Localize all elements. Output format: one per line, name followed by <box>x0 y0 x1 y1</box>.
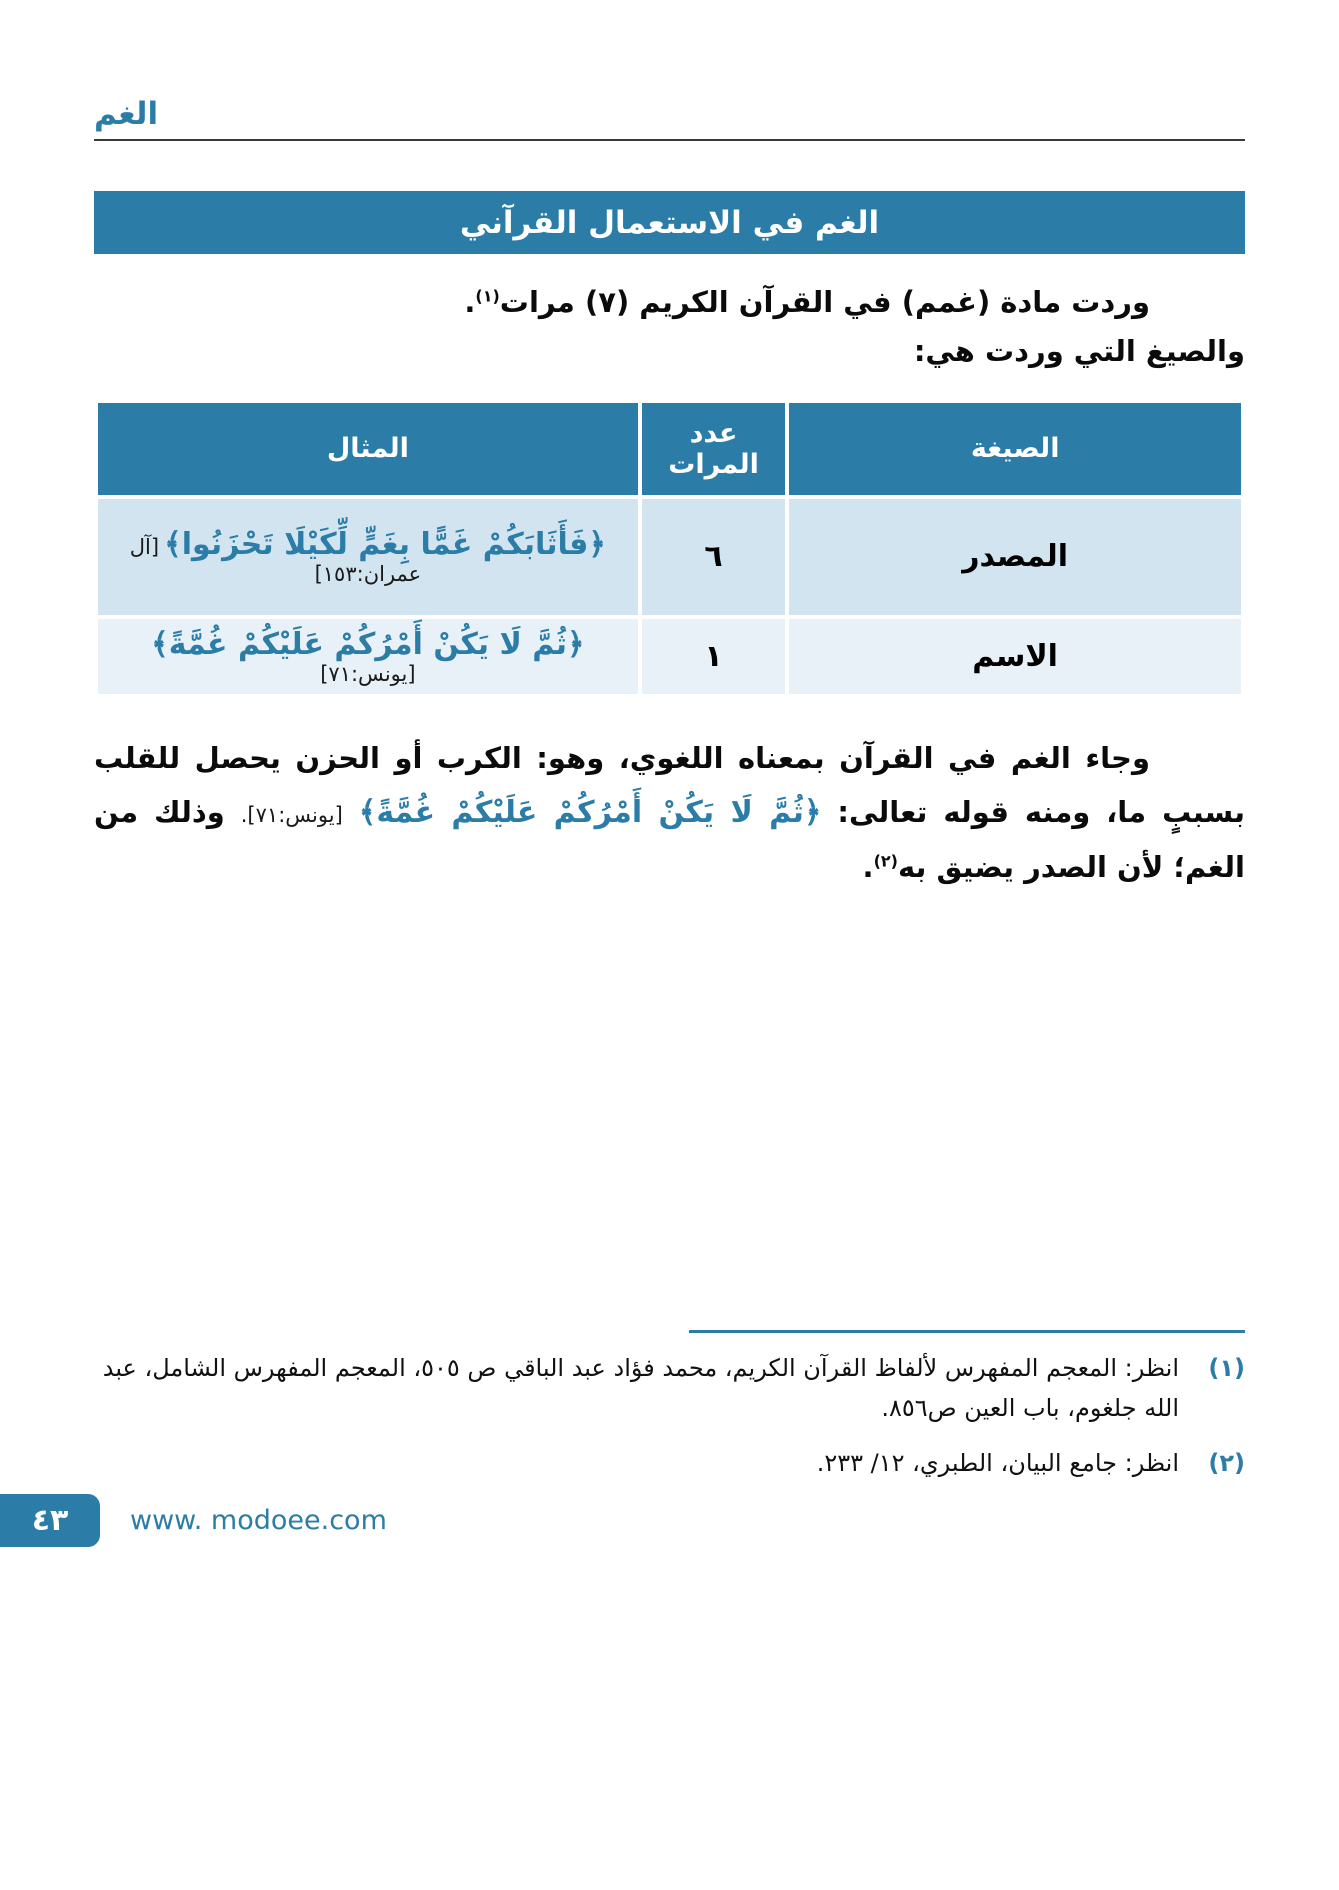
body-paragraph <box>94 732 1245 895</box>
header-rule <box>94 139 1245 141</box>
footnote-text: انظر: جامع البيان، الطبري، ١٢/ ٢٣٣. <box>816 1449 1179 1478</box>
page-content <box>0 0 1339 895</box>
footnote-number: (١) <box>1208 1354 1245 1382</box>
form-cell: المصدر <box>787 497 1243 617</box>
count-cell: ٦ <box>640 497 787 617</box>
running-head: الغم <box>94 96 159 132</box>
website-url: www. modoee.com <box>130 1505 387 1536</box>
footnotes-section <box>94 1330 1245 1484</box>
column-header-count: عدد المرات <box>640 401 787 497</box>
footnote-number: (٢) <box>1208 1449 1245 1478</box>
intro-sentence <box>94 278 1245 327</box>
footnote-divider <box>689 1330 1245 1333</box>
table-body <box>96 497 1243 696</box>
section-banner <box>94 191 1245 254</box>
example-cell <box>96 497 640 617</box>
form-cell: الاسم <box>787 617 1243 696</box>
page-number-badge <box>0 1494 100 1547</box>
quran-forms-table <box>94 399 1245 698</box>
column-header-example: المثال <box>96 401 640 497</box>
table-head <box>96 401 1243 497</box>
footnote-ref-1: (١) <box>475 286 500 306</box>
verse-reference-inline: [يونس:٧١]. <box>240 803 343 828</box>
paragraph-text: وجاء الغم في القرآن بمعناه اللغوي، وهو: الكرب أو الحزن يحصل للقلب بسببٍ ما، ومنه قوله تعالى: <box>94 740 1245 830</box>
verse-reference: [آل عمران:١٥٣] <box>129 535 422 587</box>
intro-lead-in: والصيغ التي وردت هي: <box>913 334 1245 369</box>
verse-reference: [يونس:٧١] <box>320 661 416 686</box>
quran-verse: ﴿فَأَثَابَكُمْ غَمًّا بِغَمٍّ لِّكَيْلَا تَحْزَنُوا﴾ <box>164 527 607 563</box>
intro-text: وردت مادة (غمم) في القرآن الكريم (٧) مرات <box>499 285 1150 320</box>
section-title: الغم في الاستعمال القرآني <box>459 204 880 241</box>
quran-verse-inline: ﴿ثُمَّ لَا يَكُنْ أَمْرُكُمْ عَلَيْكُمْ غُمَّةً﴾ <box>358 795 822 831</box>
column-header-form: الصيغة <box>787 401 1243 497</box>
footnote-ref-2: (٢) <box>873 851 898 871</box>
count-cell: ١ <box>640 617 787 696</box>
footnote-item-1 <box>94 1349 1245 1428</box>
intro-period: . <box>464 285 476 320</box>
paragraph-period: . <box>862 849 874 884</box>
footnote-text: انظر: المعجم المفهرس لألفاظ القرآن الكريم، محمد فؤاد عبد الباقي ص ٥٠٥، المعجم المفهرس الشامل، عبد الله جلغوم، باب العين ص٨٥٦. <box>102 1354 1179 1422</box>
page-number: ٤٣ <box>31 1503 69 1538</box>
table-row <box>96 617 1243 696</box>
example-cell <box>96 617 640 696</box>
paragraph-text-continued: وذلك من الغم؛ لأن الصدر يضيق به <box>94 795 1245 884</box>
table-header-row <box>96 401 1243 497</box>
table-row <box>96 497 1243 617</box>
footnote-item-2 <box>94 1444 1245 1484</box>
quran-verse: ﴿ثُمَّ لَا يَكُنْ أَمْرُكُمْ عَلَيْكُمْ غُمَّةً﴾ <box>151 626 585 662</box>
